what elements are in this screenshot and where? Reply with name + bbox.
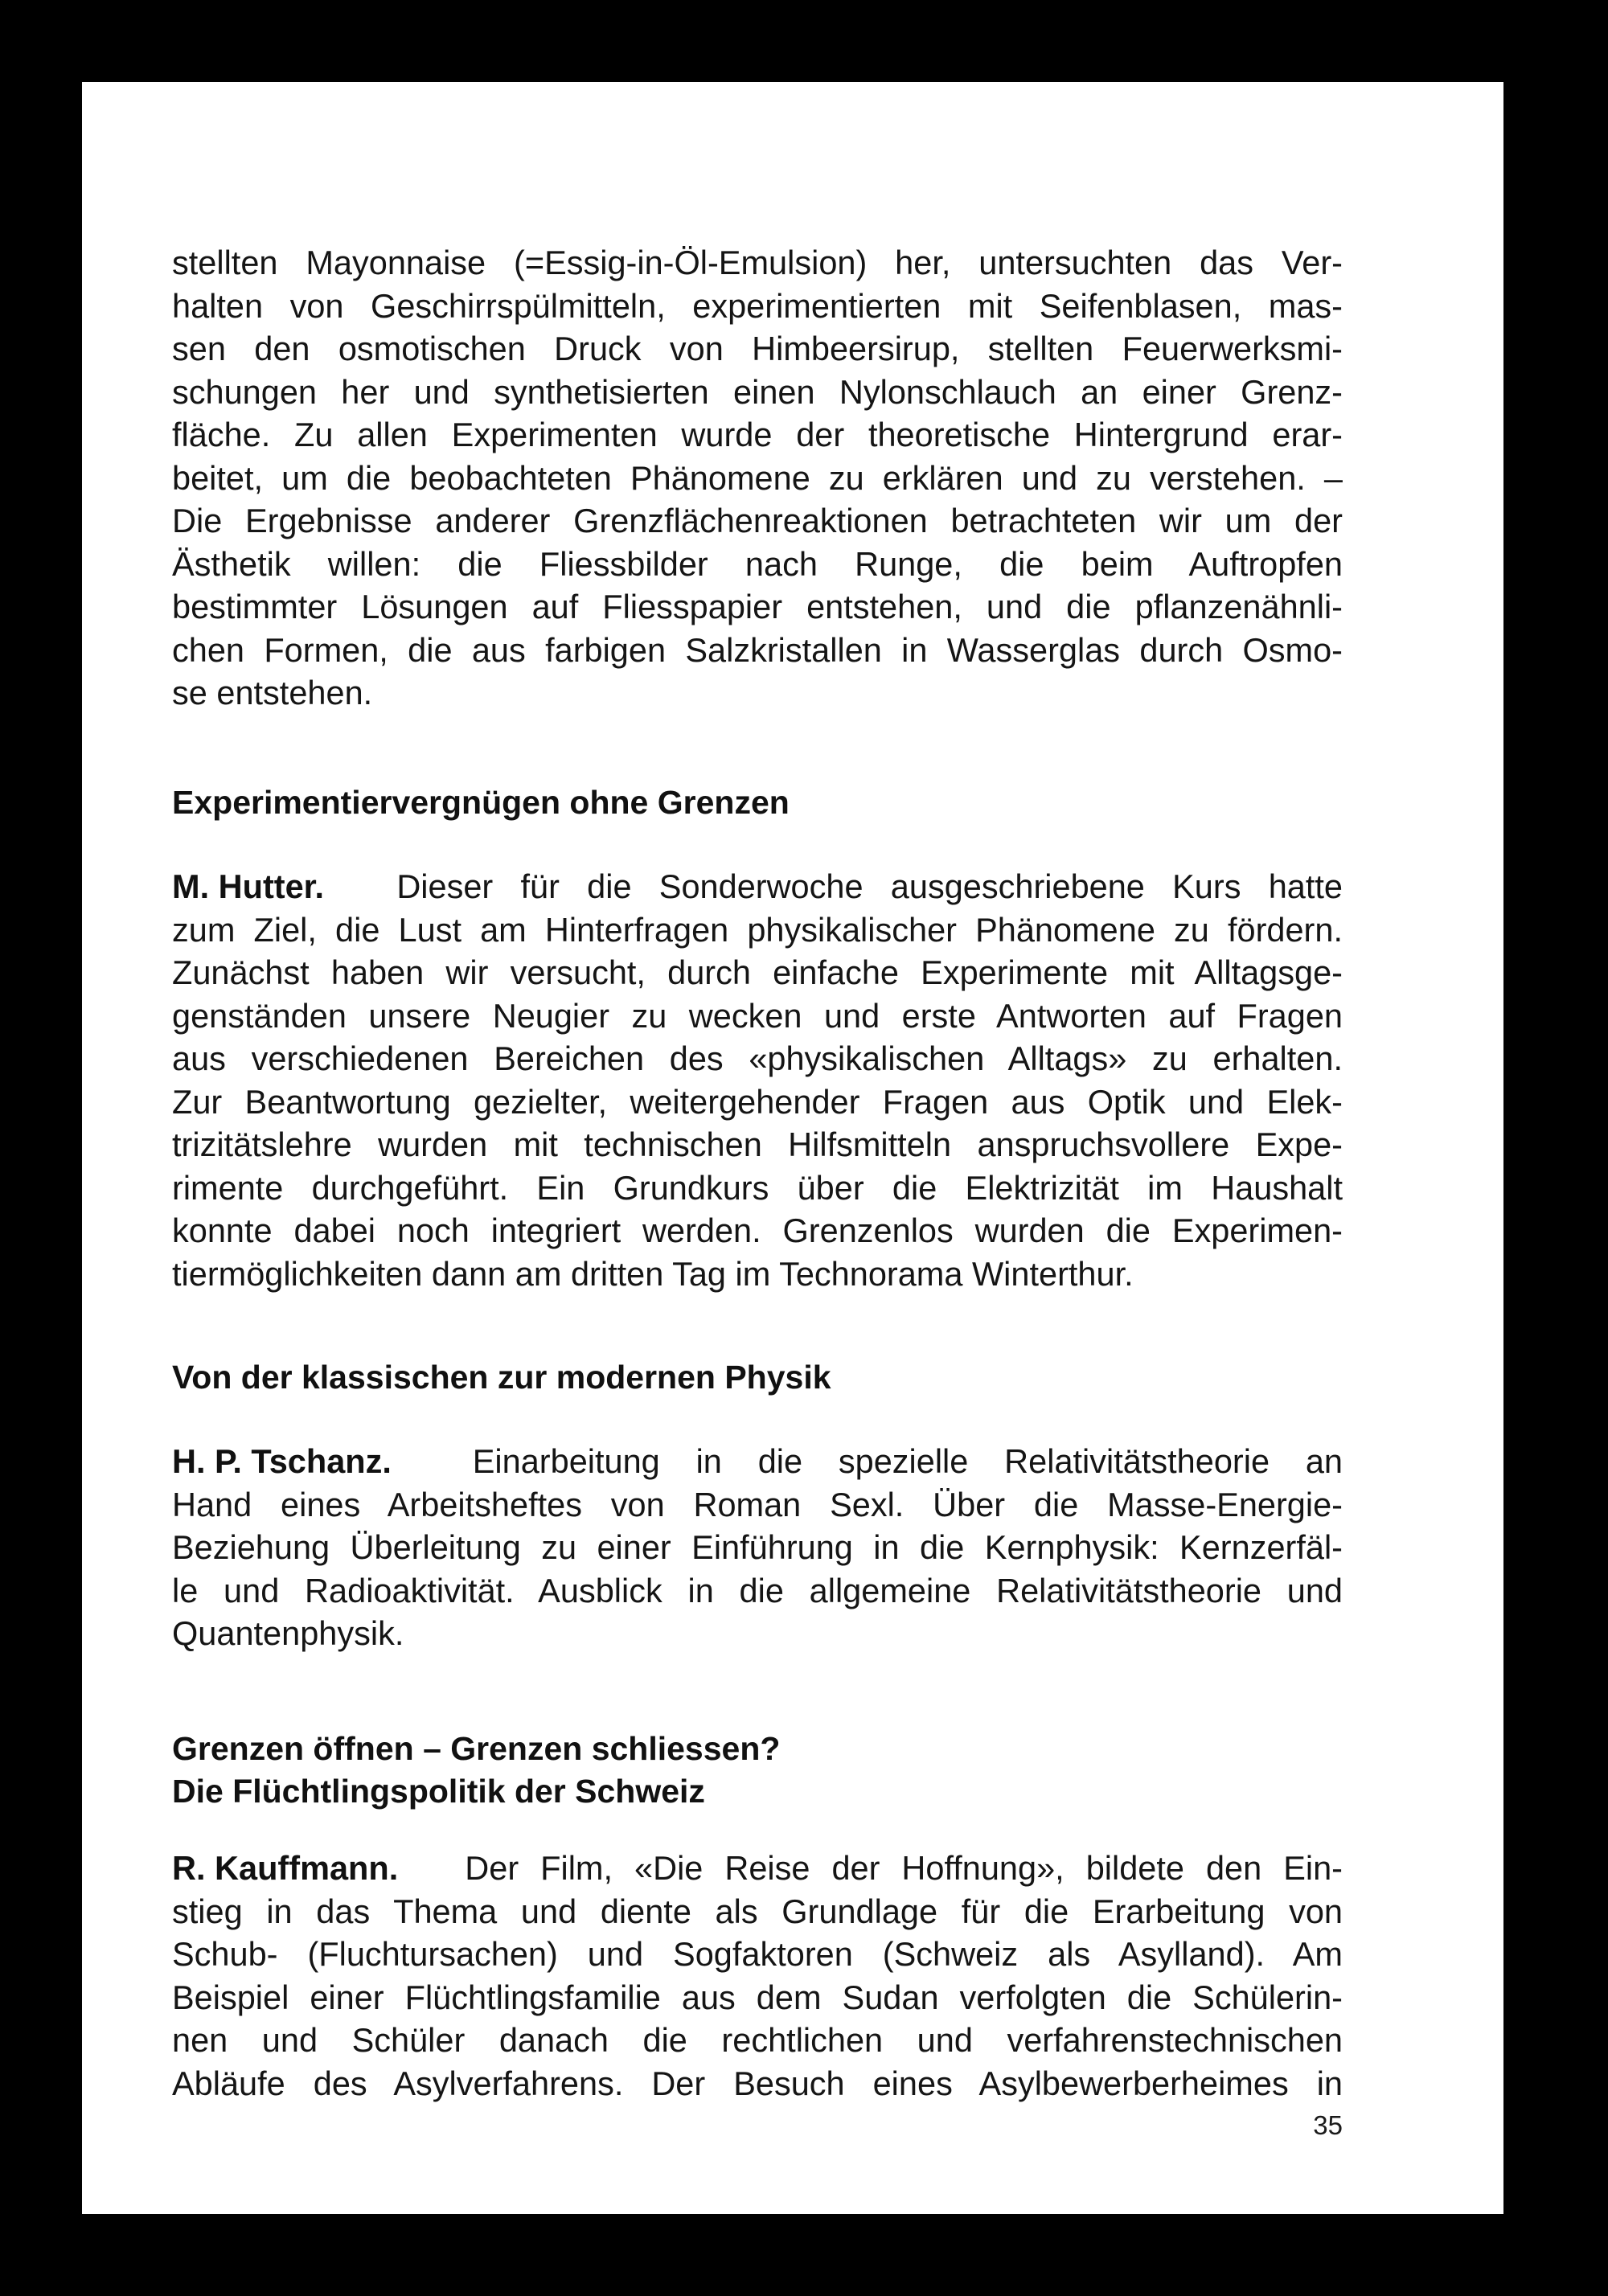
text-line: tiermöglichkeiten dann am dritten Tag im Technorama Winterthur. [172,1254,1134,1293]
section-heading [172,1728,780,1813]
text-line [172,1440,1343,1483]
heading-line: Die Flüchtlingspolitik der Schweiz [172,1773,705,1810]
author-name: H. P. Tschanz. [172,1442,392,1480]
text-line [172,1847,1343,1890]
text-line: konnte dabei noch integriert werden. Grenzenlos wurden die Experimen- [172,1212,1343,1249]
text-line: nen und Schüler danach die rechtlichen und verfahrenstechnischen [172,2021,1343,2059]
text-line: Quantenphysik. [172,1614,404,1652]
text-line: stieg in das Thema und diente als Grundlage für die Erarbeitung von [172,1892,1343,1930]
text-line: zum Ziel, die Lust am Hinterfragen physikalischer Phänomene zu fördern. [172,910,1343,949]
first-line-text: Einarbeitung in die spezielle Relativitätstheorie an [472,1442,1343,1480]
text-line: se entstehen. [172,674,373,711]
text-line: trizitätslehre wurden mit technischen Hilfsmitteln anspruchsvollere Expe- [172,1125,1343,1163]
text-line: sen den osmotischen Druck von Himbeersirup, stellten Feuerwerksmi- [172,330,1343,367]
text-line: stellten Mayonnaise (=Essig-in-Öl-Emulsion) her, untersuchten das Ver- [172,244,1343,281]
section-paragraph [172,865,1343,1295]
text-line: rimente durchgeführt. Ein Grundkurs über die Elektrizität im Haushalt [172,1168,1343,1207]
text-line: Schub- (Fluchtursachen) und Sogfaktoren (Schweiz als Asylland). Am [172,1935,1343,1973]
text-line: Abläufe des Asylverfahrens. Der Besuch eines Asylbewerberheimes in [172,2064,1343,2102]
text-line: schungen her und synthetisierten einen Nylonschlauch an einer Grenz- [172,372,1343,411]
heading-line: Experimentiervergnügen ohne Grenzen [172,784,790,821]
text-line: chen Formen, die aus farbigen Salzkristallen in Wasserglas durch Osmo- [172,630,1343,669]
text-line [172,865,1343,908]
section-paragraph [172,1440,1343,1655]
text-line: le und Radioaktivität. Ausblick in die allgemeine Relativitätstheorie und [172,1571,1343,1609]
section-paragraph [172,1847,1343,2105]
text-line: Zur Beantwortung gezielter, weitergehender Fragen aus Optik und Elek- [172,1082,1343,1121]
text-line: genständen unsere Neugier zu wecken und erste Antworten auf Fragen [172,996,1343,1035]
text-line: Beziehung Überleitung zu einer Einführung in die Kernphysik: Kernzerfäl- [172,1528,1343,1566]
author-name: R. Kauffmann. [172,1849,399,1887]
text-line: halten von Geschirrspülmitteln, experimentierten mit Seifenblasen, mas- [172,286,1343,325]
author-name: M. Hutter. [172,867,325,905]
first-line-text: Der Film, «Die Reise der Hoffnung», bildete den Ein- [465,1849,1343,1887]
text-line: Die Ergebnisse anderer Grenzflächenreaktionen betrachteten wir um der [172,502,1343,539]
heading-line: Von der klassischen zur modernen Physik [172,1359,831,1396]
text-line: beitet, um die beobachteten Phänomene zu erklären und zu verstehen. – [172,458,1343,497]
document-page [82,82,1503,2214]
intro-paragraph [172,241,1343,715]
section-heading [172,1356,831,1399]
text-line: aus verschiedenen Bereichen des «physikalischen Alltags» zu erhalten. [172,1039,1343,1077]
section-heading [172,781,790,824]
text-line: bestimmter Lösungen auf Fliesspapier entstehen, und die pflanzenähnli- [172,588,1343,625]
text-line: fläche. Zu allen Experimenten wurde der theoretische Hintergrund erar- [172,416,1343,453]
first-line-text: Dieser für die Sonderwoche ausgeschriebene Kurs hatte [396,867,1343,905]
text-line: Ästhetik willen: die Fliessbilder nach Runge, die beim Auftropfen [172,544,1343,583]
text-line: Hand eines Arbeitsheftes von Roman Sexl. Über die Masse-Energie- [172,1485,1343,1523]
page-number: 35 [1313,2110,1343,2140]
heading-line: Grenzen öffnen – Grenzen schliessen? [172,1730,781,1767]
text-line: Zunächst haben wir versucht, durch einfache Experimente mit Alltagsge- [172,953,1343,991]
text-line: Beispiel einer Flüchtlingsfamilie aus dem Sudan verfolgten die Schülerin- [172,1978,1343,2016]
